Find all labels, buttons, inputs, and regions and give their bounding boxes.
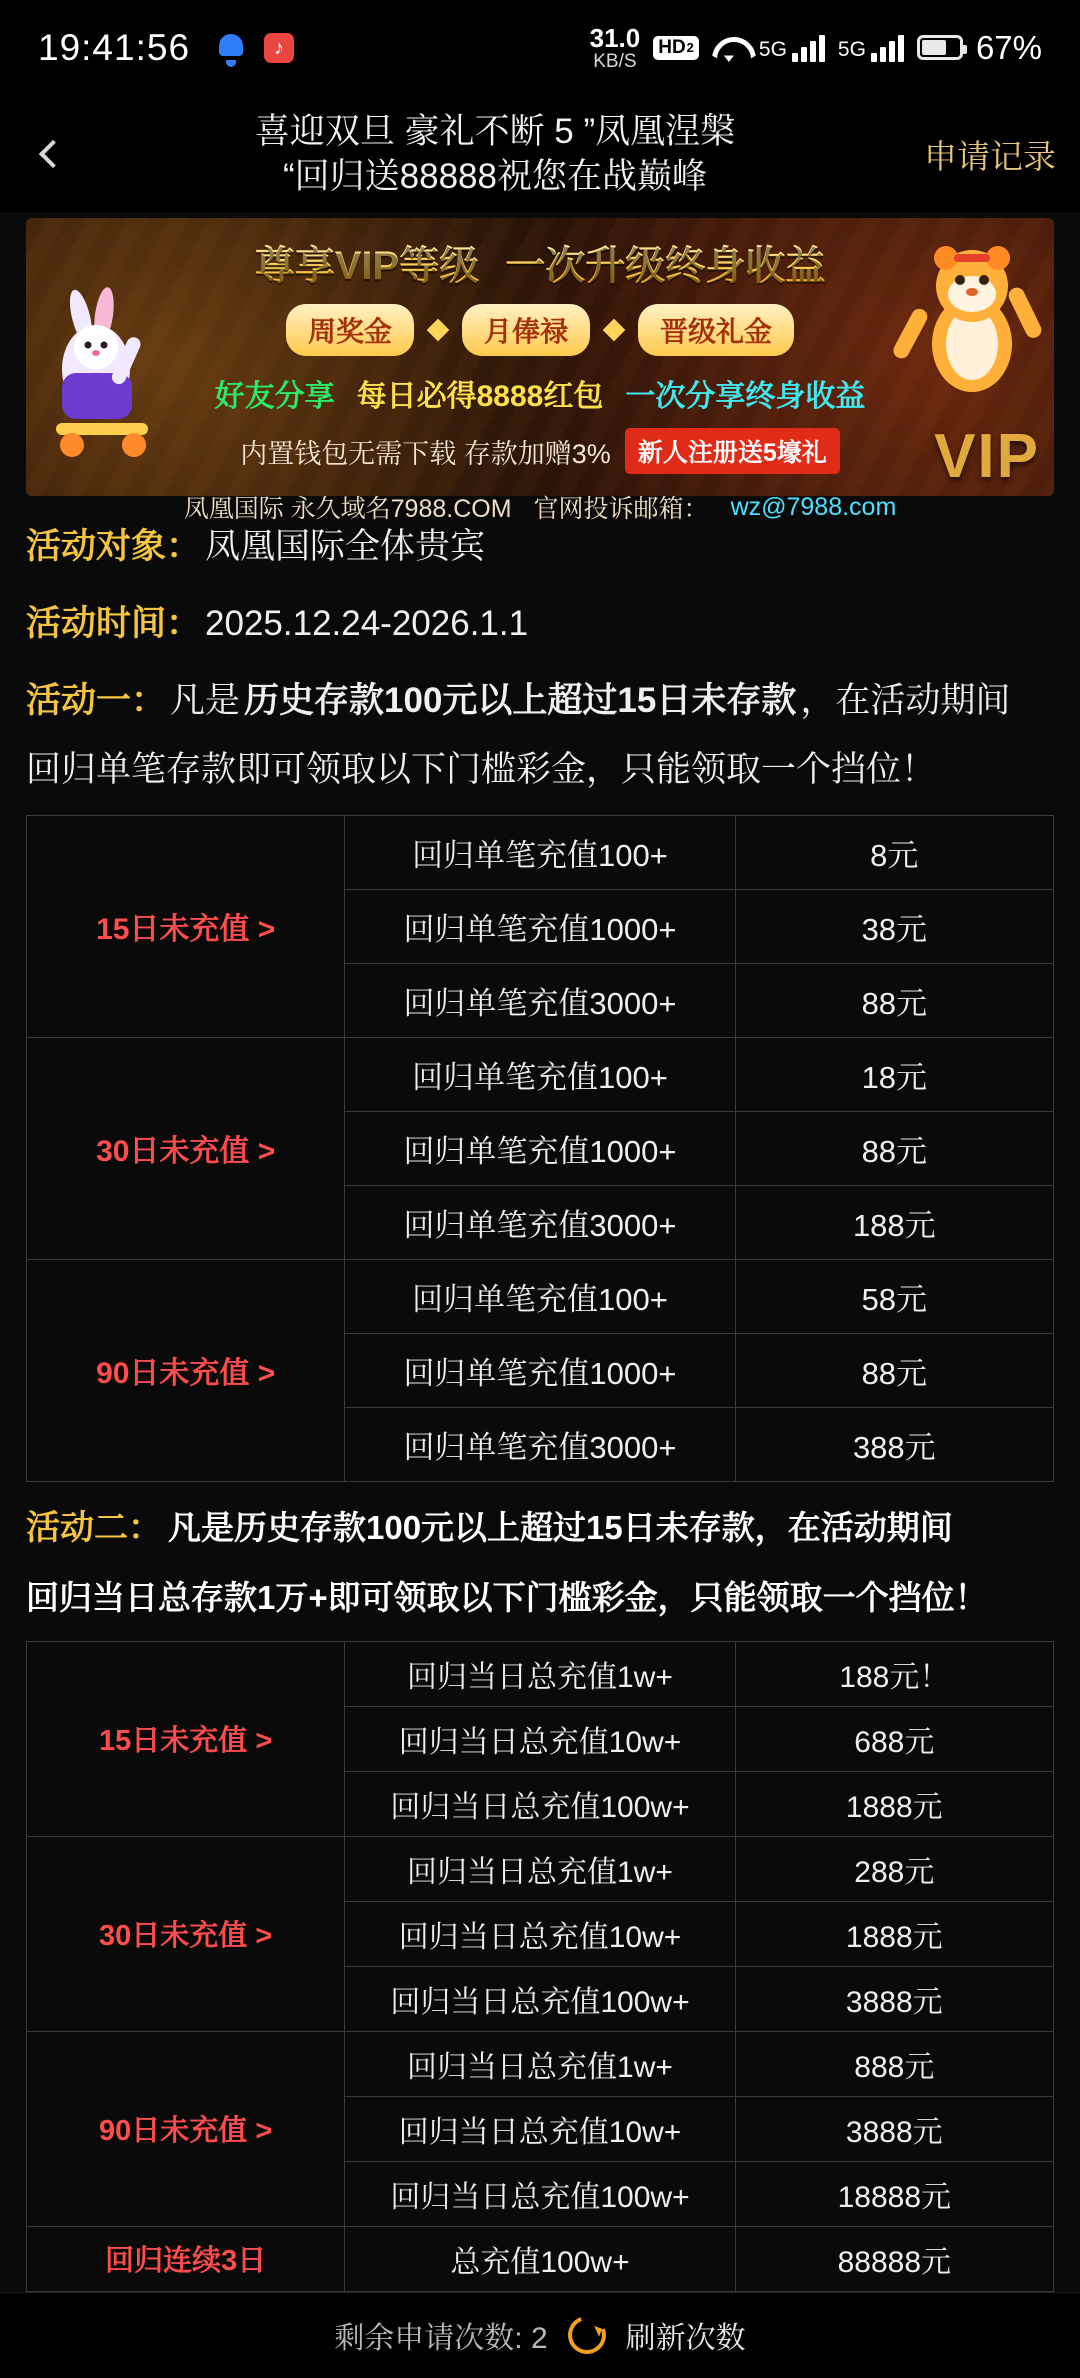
- activity-one-line2: 回归单笔存款即可领取以下门槛彩金，只能领取一个挡位！: [26, 750, 937, 790]
- tier-condition: 回归当日总充值100w+: [345, 1966, 735, 2031]
- activity-one-text-c: ，在活动期间: [800, 680, 1011, 720]
- banner-wallet-row: [240, 428, 839, 474]
- banner-share-1: 好友分享: [214, 380, 335, 413]
- banner-share-row: [215, 371, 866, 415]
- tier-condition: 回归当日总充值10w+: [345, 2096, 735, 2161]
- activity-time-value: 2025.12.24-2026.1.1: [205, 603, 529, 643]
- tier-amount: 1888元: [735, 1771, 1053, 1836]
- tier-amount: 38元: [735, 889, 1053, 963]
- tier-amount: 18元: [735, 1037, 1053, 1111]
- network-speed: [589, 22, 641, 72]
- tier-condition: 回归单笔充值3000+: [345, 1185, 735, 1259]
- network-speed-value: 31.0: [589, 22, 641, 53]
- page-title-line2: “回归送88888祝您在战巅峰: [283, 157, 707, 196]
- promo-banner[interactable]: [26, 218, 1054, 523]
- tier-condition: 回归单笔充值100+: [345, 1259, 735, 1333]
- info-section: [0, 522, 1080, 797]
- banner-share-2: 每日必得8888红包: [356, 380, 604, 413]
- signal-2: [838, 34, 904, 62]
- banner-pills: [286, 304, 794, 356]
- activity-target-row: [26, 522, 1054, 573]
- tier-amount: 188元！: [735, 1641, 1053, 1706]
- banner-vip-word: VIP: [934, 422, 1040, 491]
- page-title: [76, 109, 914, 200]
- battery-icon: [917, 35, 963, 60]
- banner-mail-address: wz@7988.com: [730, 492, 897, 521]
- hd-icon: [653, 36, 699, 60]
- back-arrow-icon[interactable]: [30, 144, 76, 164]
- table-row: [27, 1259, 1054, 1333]
- signal-1: [759, 34, 825, 62]
- signal-bars-2: [871, 34, 904, 62]
- activity-time-row: [26, 599, 1054, 650]
- tier-amount: 188元: [735, 1185, 1053, 1259]
- tier-name[interactable]: 90日未充值 >: [27, 1259, 345, 1481]
- tier-amount: 688元: [735, 1706, 1053, 1771]
- remaining-attempts: 剩余申请次数: 2: [334, 2322, 548, 2356]
- tier-condition: 回归当日总充值100w+: [345, 2161, 735, 2226]
- activity-two-row: [26, 1504, 1054, 1553]
- table-row: [27, 2031, 1054, 2096]
- signal-bars-1: [792, 34, 825, 62]
- banner-newuser-tag: 新人注册送5壕礼: [625, 428, 840, 474]
- activity-two-text: 凡是历史存款100元以上超过15日未存款，在活动期间: [168, 1508, 953, 1546]
- wifi-icon: [712, 35, 746, 61]
- banner-pill-1: 周奖金: [286, 304, 414, 356]
- banner-domain-row: [184, 489, 897, 525]
- signal-1-label: 5G: [758, 37, 787, 61]
- bell-icon: [216, 32, 246, 64]
- activity-one-text-a: 凡是: [170, 680, 241, 720]
- tier-amount: 888元: [735, 2031, 1053, 2096]
- tier-condition: 回归单笔充值100+: [345, 815, 735, 889]
- hd-label: HD: [658, 36, 686, 58]
- activity-target-label: 活动对象：: [26, 527, 202, 566]
- banner-pill-3: 晋级礼金: [638, 304, 794, 356]
- activity-two-label: 活动二：: [26, 1508, 162, 1547]
- tier-name[interactable]: 30日未充值 >: [27, 1836, 345, 2031]
- table-row: [27, 1836, 1054, 1901]
- activity-two-line2: 回归当日总存款1万+即可领取以下门槛彩金，只能领取一个挡位！: [26, 1579, 988, 1617]
- tier-table-one: [26, 815, 1054, 1482]
- tier-amount: 58元: [735, 1259, 1053, 1333]
- banner-domain: 凤凰国际 永久域名7988.COM: [183, 495, 512, 523]
- activity-one-text-b: 历史存款100元以上超过15日未存款: [244, 680, 797, 720]
- tier-name[interactable]: 15日未充值 >: [27, 815, 345, 1037]
- tier-condition: 回归当日总充值1w+: [345, 1836, 735, 1901]
- activity-one-label: 活动一：: [26, 680, 167, 720]
- tier-name[interactable]: 回归连续3日: [27, 2226, 345, 2291]
- table-row: [27, 815, 1054, 889]
- refresh-count-link[interactable]: 刷新次数: [625, 2322, 746, 2356]
- music-note-icon: ♪: [264, 33, 294, 63]
- page-title-line1: 喜迎双旦 豪礼不断 5 ”凤凰涅槃: [254, 111, 736, 151]
- tier-table-two: [26, 1641, 1054, 2292]
- tier-condition: 总充值100w+: [345, 2226, 735, 2291]
- table-row: [27, 1037, 1054, 1111]
- network-speed-unit: KB/S: [593, 50, 637, 72]
- tier-amount: 88元: [735, 963, 1053, 1037]
- tier-amount: 88元: [735, 1333, 1053, 1407]
- banner-headline: [255, 234, 825, 291]
- refresh-icon[interactable]: [561, 2310, 611, 2360]
- tier-amount: 88元: [735, 1111, 1053, 1185]
- status-bar: [0, 0, 1080, 96]
- tier-condition: 回归当日总充值1w+: [345, 1641, 735, 1706]
- tier-condition: 回归单笔充值1000+: [345, 1333, 735, 1407]
- tier-amount: 288元: [735, 1836, 1053, 1901]
- table-row: [27, 1641, 1054, 1706]
- tier-condition: 回归单笔充值100+: [345, 1037, 735, 1111]
- tier-name[interactable]: 90日未充值 >: [27, 2031, 345, 2226]
- status-right-icons: [589, 22, 1042, 72]
- tier-amount: 8元: [735, 815, 1053, 889]
- banner-headline-right: 一次升级终身收益: [505, 234, 825, 291]
- tier-name[interactable]: 15日未充值 >: [27, 1641, 345, 1836]
- tier-amount: 3888元: [735, 2096, 1053, 2161]
- tier-name[interactable]: 30日未充值 >: [27, 1037, 345, 1259]
- tier-condition: 回归单笔充值1000+: [345, 1111, 735, 1185]
- hd-sub: 2: [686, 39, 694, 55]
- banner-share-3: 一次分享终身收益: [625, 380, 866, 413]
- status-time: 19:41:56: [38, 27, 191, 68]
- table-row: [27, 2226, 1054, 2291]
- signal-2-label: 5G: [837, 37, 866, 61]
- banner-pill-2: 月俸禄: [462, 304, 590, 356]
- banner-headline-left: 尊享VIP等级: [255, 234, 479, 291]
- battery-percent: 67%: [975, 28, 1042, 66]
- tier-condition: 回归单笔充值3000+: [345, 963, 735, 1037]
- footer-bar: [0, 2292, 1080, 2378]
- tier-amount: 1888元: [735, 1901, 1053, 1966]
- diamond-icon: [603, 319, 626, 342]
- tier-amount: 388元: [735, 1407, 1053, 1481]
- tier-condition: 回归当日总充值10w+: [345, 1706, 735, 1771]
- tier-condition: 回归当日总充值100w+: [345, 1771, 735, 1836]
- activity-one-row: [26, 676, 1054, 727]
- tier-amount: 18888元: [735, 2161, 1053, 2226]
- diamond-icon: [427, 319, 450, 342]
- title-bar: [0, 96, 1080, 212]
- tier-condition: 回归单笔充值1000+: [345, 889, 735, 963]
- status-notification-icons: [216, 32, 294, 64]
- tier-amount: 88888元: [735, 2226, 1053, 2291]
- activity-target-value: 凤凰国际全体贵宾: [205, 527, 486, 566]
- tier-condition: 回归单笔充值3000+: [345, 1407, 735, 1481]
- activity-two-section: [0, 1504, 1080, 1623]
- main-content: [0, 212, 1080, 2292]
- banner-wallet-text: 内置钱包无需下载 存款加赠3%: [240, 438, 611, 469]
- apply-record-link[interactable]: 申请记录: [924, 137, 1056, 175]
- tier-amount: 3888元: [735, 1966, 1053, 2031]
- banner-mail-label: 官网投诉邮箱：: [533, 495, 709, 523]
- tier-condition: 回归当日总充值10w+: [345, 1901, 735, 1966]
- tier-condition: 回归当日总充值1w+: [345, 2031, 735, 2096]
- activity-time-label: 活动时间：: [26, 603, 202, 643]
